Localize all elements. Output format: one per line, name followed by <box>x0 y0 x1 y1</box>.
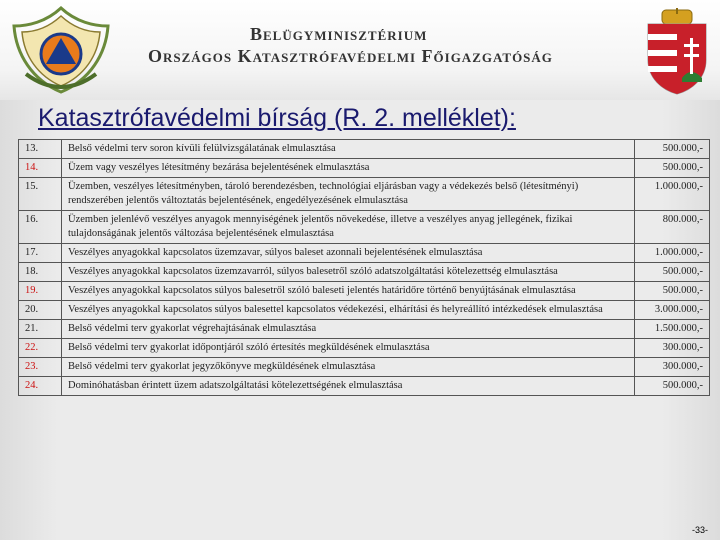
fines-table <box>18 139 710 396</box>
fine-amount: 500.000,- <box>635 159 710 178</box>
table-row <box>19 263 710 282</box>
row-number: 16. <box>19 211 62 244</box>
disaster-management-emblem-icon <box>6 4 116 96</box>
slide-header <box>0 0 720 100</box>
row-number: 21. <box>19 320 62 339</box>
fine-amount: 500.000,- <box>635 263 710 282</box>
fine-amount: 1.000.000,- <box>635 244 710 263</box>
fine-amount: 3.000.000,- <box>635 301 710 320</box>
row-number: 15. <box>19 178 62 211</box>
violation-description: Üzem vagy veszélyes létesítmény bezárása bejelentésének elmulasztása <box>62 159 635 178</box>
row-number: 23. <box>19 358 62 377</box>
fine-amount: 300.000,- <box>635 358 710 377</box>
violation-description: Belső védelmi terv soron kívüli felülvizsgálatának elmulasztása <box>62 140 635 159</box>
row-number: 18. <box>19 263 62 282</box>
directorate-name: Országos Katasztrófavédelmi Főigazgatóság <box>148 46 553 66</box>
fines-table-body <box>19 140 710 396</box>
row-number: 14. <box>19 159 62 178</box>
row-number: 13. <box>19 140 62 159</box>
table-row <box>19 339 710 358</box>
row-number: 17. <box>19 244 62 263</box>
violation-description: Üzemben, veszélyes létesítményben, tároló berendezésben, technológiai eljárásban vagy a védekezés belső (létesítményi) rendszerében jelentős változtatás bejelentésének, engedélyezésének elmulasztása <box>62 178 635 211</box>
violation-description: Belső védelmi terv gyakorlat jegyzőkönyve megküldésének elmulasztása <box>62 358 635 377</box>
fine-amount: 1.500.000,- <box>635 320 710 339</box>
row-number: 19. <box>19 282 62 301</box>
row-number: 22. <box>19 339 62 358</box>
table-row <box>19 159 710 178</box>
row-number: 24. <box>19 377 62 396</box>
table-row <box>19 358 710 377</box>
fine-amount: 500.000,- <box>635 282 710 301</box>
violation-description: Belső védelmi terv gyakorlat időpontjáról szóló értesítés megküldésének elmulasztása <box>62 339 635 358</box>
violation-description: Veszélyes anyagokkal kapcsolatos súlyos balesetről szóló baleseti jelentés határidőre történő benyújtásának elmulasztása <box>62 282 635 301</box>
page-number: -33- <box>692 525 709 535</box>
violation-description: Dominóhatásban érintett üzem adatszolgáltatási kötelezettségének elmulasztása <box>62 377 635 396</box>
fine-amount: 1.000.000,- <box>635 178 710 211</box>
violation-description: Üzemben jelenlévő veszélyes anyagok mennyiségének jelentős növekedése, illetve a veszélyes anyag jellegének, fizikai tulajdonságának jelentős változása bejelentésének elmulasztása <box>62 211 635 244</box>
table-row <box>19 282 710 301</box>
table-row <box>19 244 710 263</box>
fine-amount: 800.000,- <box>635 211 710 244</box>
table-row <box>19 377 710 396</box>
table-row <box>19 211 710 244</box>
violation-description: Veszélyes anyagokkal kapcsolatos üzemzavarról, súlyos balesetről szóló adatszolgáltatási kötelezettség elmulasztása <box>62 263 635 282</box>
table-row <box>19 301 710 320</box>
table-row <box>19 140 710 159</box>
violation-description: Veszélyes anyagokkal kapcsolatos üzemzavar, súlyos baleset azonnali bejelentésének elmulasztása <box>62 244 635 263</box>
fine-amount: 300.000,- <box>635 339 710 358</box>
fine-amount: 500.000,- <box>635 377 710 396</box>
table-row <box>19 178 710 211</box>
violation-description: Veszélyes anyagokkal kapcsolatos súlyos balesettel kapcsolatos védekezési, elhárítási és helyreállító intézkedések elmulasztása <box>62 301 635 320</box>
hungarian-coat-of-arms-icon <box>640 8 714 96</box>
violation-description: Belső védelmi terv gyakorlat végrehajtásának elmulasztása <box>62 320 635 339</box>
table-row <box>19 320 710 339</box>
row-number: 20. <box>19 301 62 320</box>
fine-amount: 500.000,- <box>635 140 710 159</box>
page-title: Katasztrófavédelmi bírság (R. 2. melléklet): <box>38 104 516 132</box>
ministry-name: Belügyminisztérium <box>250 24 428 44</box>
